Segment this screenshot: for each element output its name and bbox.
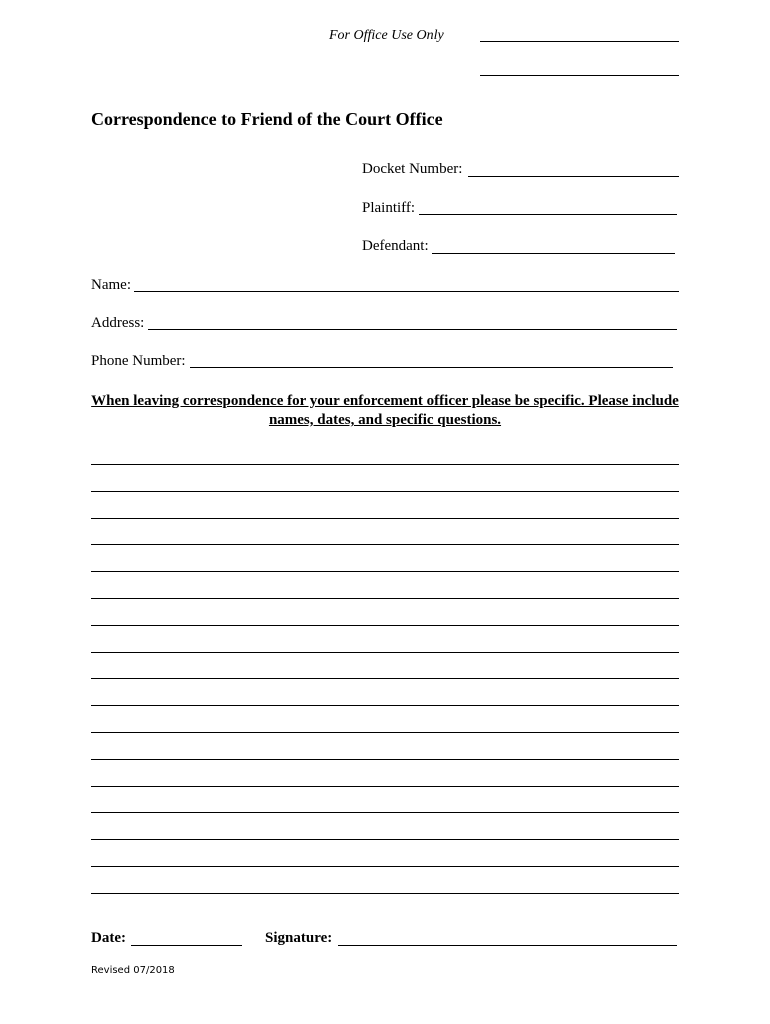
form-title: Correspondence to Friend of the Court Office	[91, 109, 443, 129]
date-label: Date:	[91, 930, 126, 946]
plaintiff-label: Plaintiff:	[362, 200, 416, 216]
writing-line[interactable]	[91, 491, 679, 492]
writing-line[interactable]	[91, 786, 679, 787]
address-label: Address:	[91, 315, 145, 331]
docket-number-field[interactable]	[468, 176, 679, 177]
office-use-label: For Office Use Only	[329, 28, 444, 43]
writing-line[interactable]	[91, 571, 679, 572]
writing-line[interactable]	[91, 705, 679, 706]
writing-line[interactable]	[91, 732, 679, 733]
writing-line[interactable]	[91, 759, 679, 760]
office-use-line-1[interactable]	[480, 41, 679, 42]
office-use-line-2[interactable]	[480, 75, 679, 76]
writing-line[interactable]	[91, 652, 679, 653]
plaintiff-field[interactable]	[419, 214, 677, 215]
revision-date: Revised 07/2018	[91, 965, 175, 976]
writing-line[interactable]	[91, 812, 679, 813]
docket-number-label: Docket Number:	[362, 161, 463, 177]
phone-number-field[interactable]	[190, 367, 673, 368]
defendant-field[interactable]	[432, 253, 675, 254]
writing-line[interactable]	[91, 464, 679, 465]
phone-number-label: Phone Number:	[91, 353, 186, 369]
defendant-label: Defendant:	[362, 238, 429, 254]
signature-field[interactable]	[338, 945, 677, 946]
name-label: Name:	[91, 277, 131, 293]
date-field[interactable]	[131, 945, 242, 946]
name-field[interactable]	[134, 291, 679, 292]
writing-line[interactable]	[91, 544, 679, 545]
writing-line[interactable]	[91, 625, 679, 626]
writing-line[interactable]	[91, 678, 679, 679]
writing-line[interactable]	[91, 893, 679, 894]
writing-line[interactable]	[91, 518, 679, 519]
writing-line[interactable]	[91, 598, 679, 599]
writing-line[interactable]	[91, 866, 679, 867]
address-field[interactable]	[148, 329, 677, 330]
writing-line[interactable]	[91, 839, 679, 840]
signature-label: Signature:	[265, 930, 333, 946]
instructions-text: When leaving correspondence for your enforcement officer please be specific. Please include names, dates, and specific questions.	[91, 393, 679, 428]
